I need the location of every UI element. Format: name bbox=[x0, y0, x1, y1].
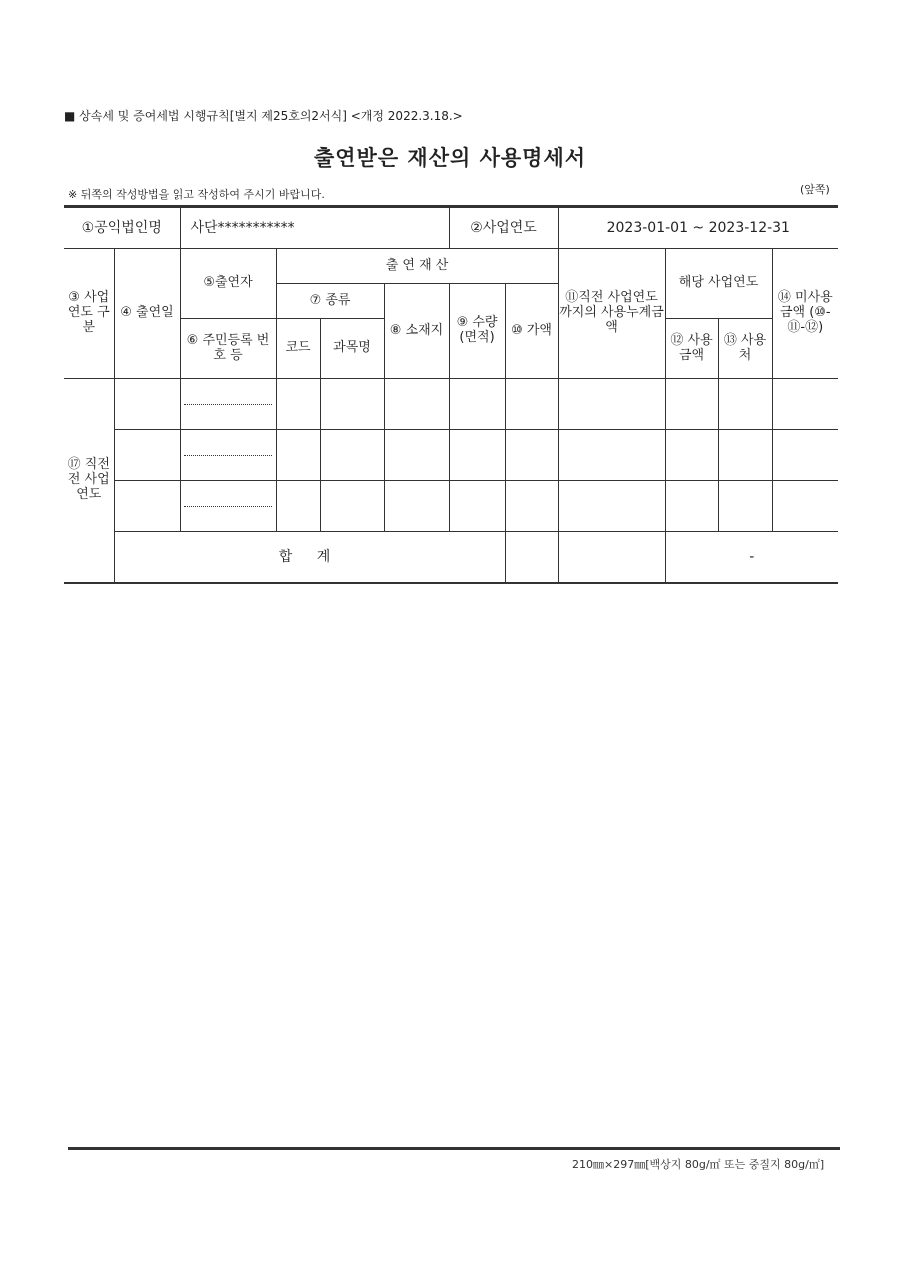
table-row bbox=[64, 481, 838, 532]
cell-used-for[interactable] bbox=[718, 481, 772, 532]
col-current-year: 해당 사업연도 bbox=[665, 249, 772, 319]
col-used-for: ⑬ 사용처 bbox=[718, 319, 772, 379]
col-unused-amount: ⑭ 미사용 금액 (⑩-⑪-⑫) bbox=[772, 249, 838, 379]
total-label: 합 계 bbox=[114, 532, 505, 584]
cell-value[interactable] bbox=[505, 481, 558, 532]
paper-size-note: 210㎜×297㎜[백상지 80g/㎡ 또는 중질지 80g/㎡] bbox=[572, 1158, 825, 1171]
cell-donor[interactable] bbox=[180, 481, 276, 532]
page-title: 출연받은 재산의 사용명세서 bbox=[313, 146, 587, 170]
cell-location[interactable] bbox=[384, 430, 449, 481]
cell-prior-cumulative[interactable] bbox=[558, 430, 665, 481]
col-quantity: ⑨ 수량 (면적) bbox=[449, 284, 505, 379]
col-code: 코드 bbox=[276, 319, 320, 379]
cell-location[interactable] bbox=[384, 379, 449, 430]
col-location: ⑧ 소재지 bbox=[384, 284, 449, 379]
cell-code[interactable] bbox=[276, 481, 320, 532]
table-row bbox=[64, 379, 838, 430]
cell-date[interactable] bbox=[114, 430, 180, 481]
footer-divider bbox=[68, 1147, 840, 1150]
col-resident-number: ⑥ 주민등록 번호 등 bbox=[180, 319, 276, 379]
col-used-amount: ⑫ 사용 금액 bbox=[665, 319, 718, 379]
info-row bbox=[64, 207, 838, 249]
business-year-label: ②사업연도 bbox=[449, 207, 558, 249]
cell-quantity[interactable] bbox=[449, 481, 505, 532]
cell-code[interactable] bbox=[276, 379, 320, 430]
cell-used-amount[interactable] bbox=[665, 430, 718, 481]
col-donor: ⑤출연자 bbox=[180, 249, 276, 319]
law-reference: ■ 상속세 및 증여세법 시행규칙[별지 제25호의2서식] <개정 2022.3.18.> bbox=[64, 109, 463, 123]
col-prior-cumulative: ⑪직전 사업연도 까지의 사용누계금액 bbox=[558, 249, 665, 379]
cell-value[interactable] bbox=[505, 430, 558, 481]
cell-donor[interactable] bbox=[180, 430, 276, 481]
table-row bbox=[64, 430, 838, 481]
cell-location[interactable] bbox=[384, 481, 449, 532]
usage-statement-table bbox=[64, 205, 838, 584]
cell-account[interactable] bbox=[320, 481, 384, 532]
cell-used-for[interactable] bbox=[718, 430, 772, 481]
col-asset-type: ⑦ 종류 bbox=[276, 284, 384, 319]
row-group-label: ⑰ 직전전 사업 연도 bbox=[64, 379, 114, 584]
total-value[interactable] bbox=[505, 532, 558, 584]
donor-divider bbox=[184, 430, 271, 456]
cell-donor[interactable] bbox=[180, 379, 276, 430]
col-year-type: ③ 사업 연도 구분 bbox=[64, 249, 114, 379]
total-row bbox=[64, 532, 838, 584]
org-name-value: 사단*********** bbox=[180, 207, 449, 249]
cell-date[interactable] bbox=[114, 379, 180, 430]
cell-unused[interactable] bbox=[772, 430, 838, 481]
donor-divider bbox=[184, 379, 271, 405]
cell-quantity[interactable] bbox=[449, 379, 505, 430]
cell-used-amount[interactable] bbox=[665, 379, 718, 430]
total-prior-cumulative[interactable] bbox=[558, 532, 665, 584]
cell-prior-cumulative[interactable] bbox=[558, 481, 665, 532]
instruction-note: ※ 뒤쪽의 작성방법을 읽고 작성하여 주시기 바랍니다. bbox=[68, 188, 325, 201]
total-unused: - bbox=[665, 532, 838, 584]
cell-account[interactable] bbox=[320, 430, 384, 481]
cell-account[interactable] bbox=[320, 379, 384, 430]
page-side-label: (앞쪽) bbox=[800, 183, 830, 196]
cell-prior-cumulative[interactable] bbox=[558, 379, 665, 430]
col-value: ⑩ 가액 bbox=[505, 284, 558, 379]
cell-code[interactable] bbox=[276, 430, 320, 481]
cell-used-for[interactable] bbox=[718, 379, 772, 430]
cell-unused[interactable] bbox=[772, 379, 838, 430]
cell-date[interactable] bbox=[114, 481, 180, 532]
col-donation-date: ④ 출연일 bbox=[114, 249, 180, 379]
cell-quantity[interactable] bbox=[449, 430, 505, 481]
col-account-name: 과목명 bbox=[320, 319, 384, 379]
org-name-label: ①공익법인명 bbox=[64, 207, 180, 249]
business-year-value: 2023-01-01 ~ 2023-12-31 bbox=[558, 207, 838, 249]
cell-unused[interactable] bbox=[772, 481, 838, 532]
header-row-1 bbox=[64, 249, 838, 284]
col-donated-assets: 출 연 재 산 bbox=[276, 249, 558, 284]
cell-value[interactable] bbox=[505, 379, 558, 430]
cell-used-amount[interactable] bbox=[665, 481, 718, 532]
donor-divider bbox=[184, 481, 271, 507]
